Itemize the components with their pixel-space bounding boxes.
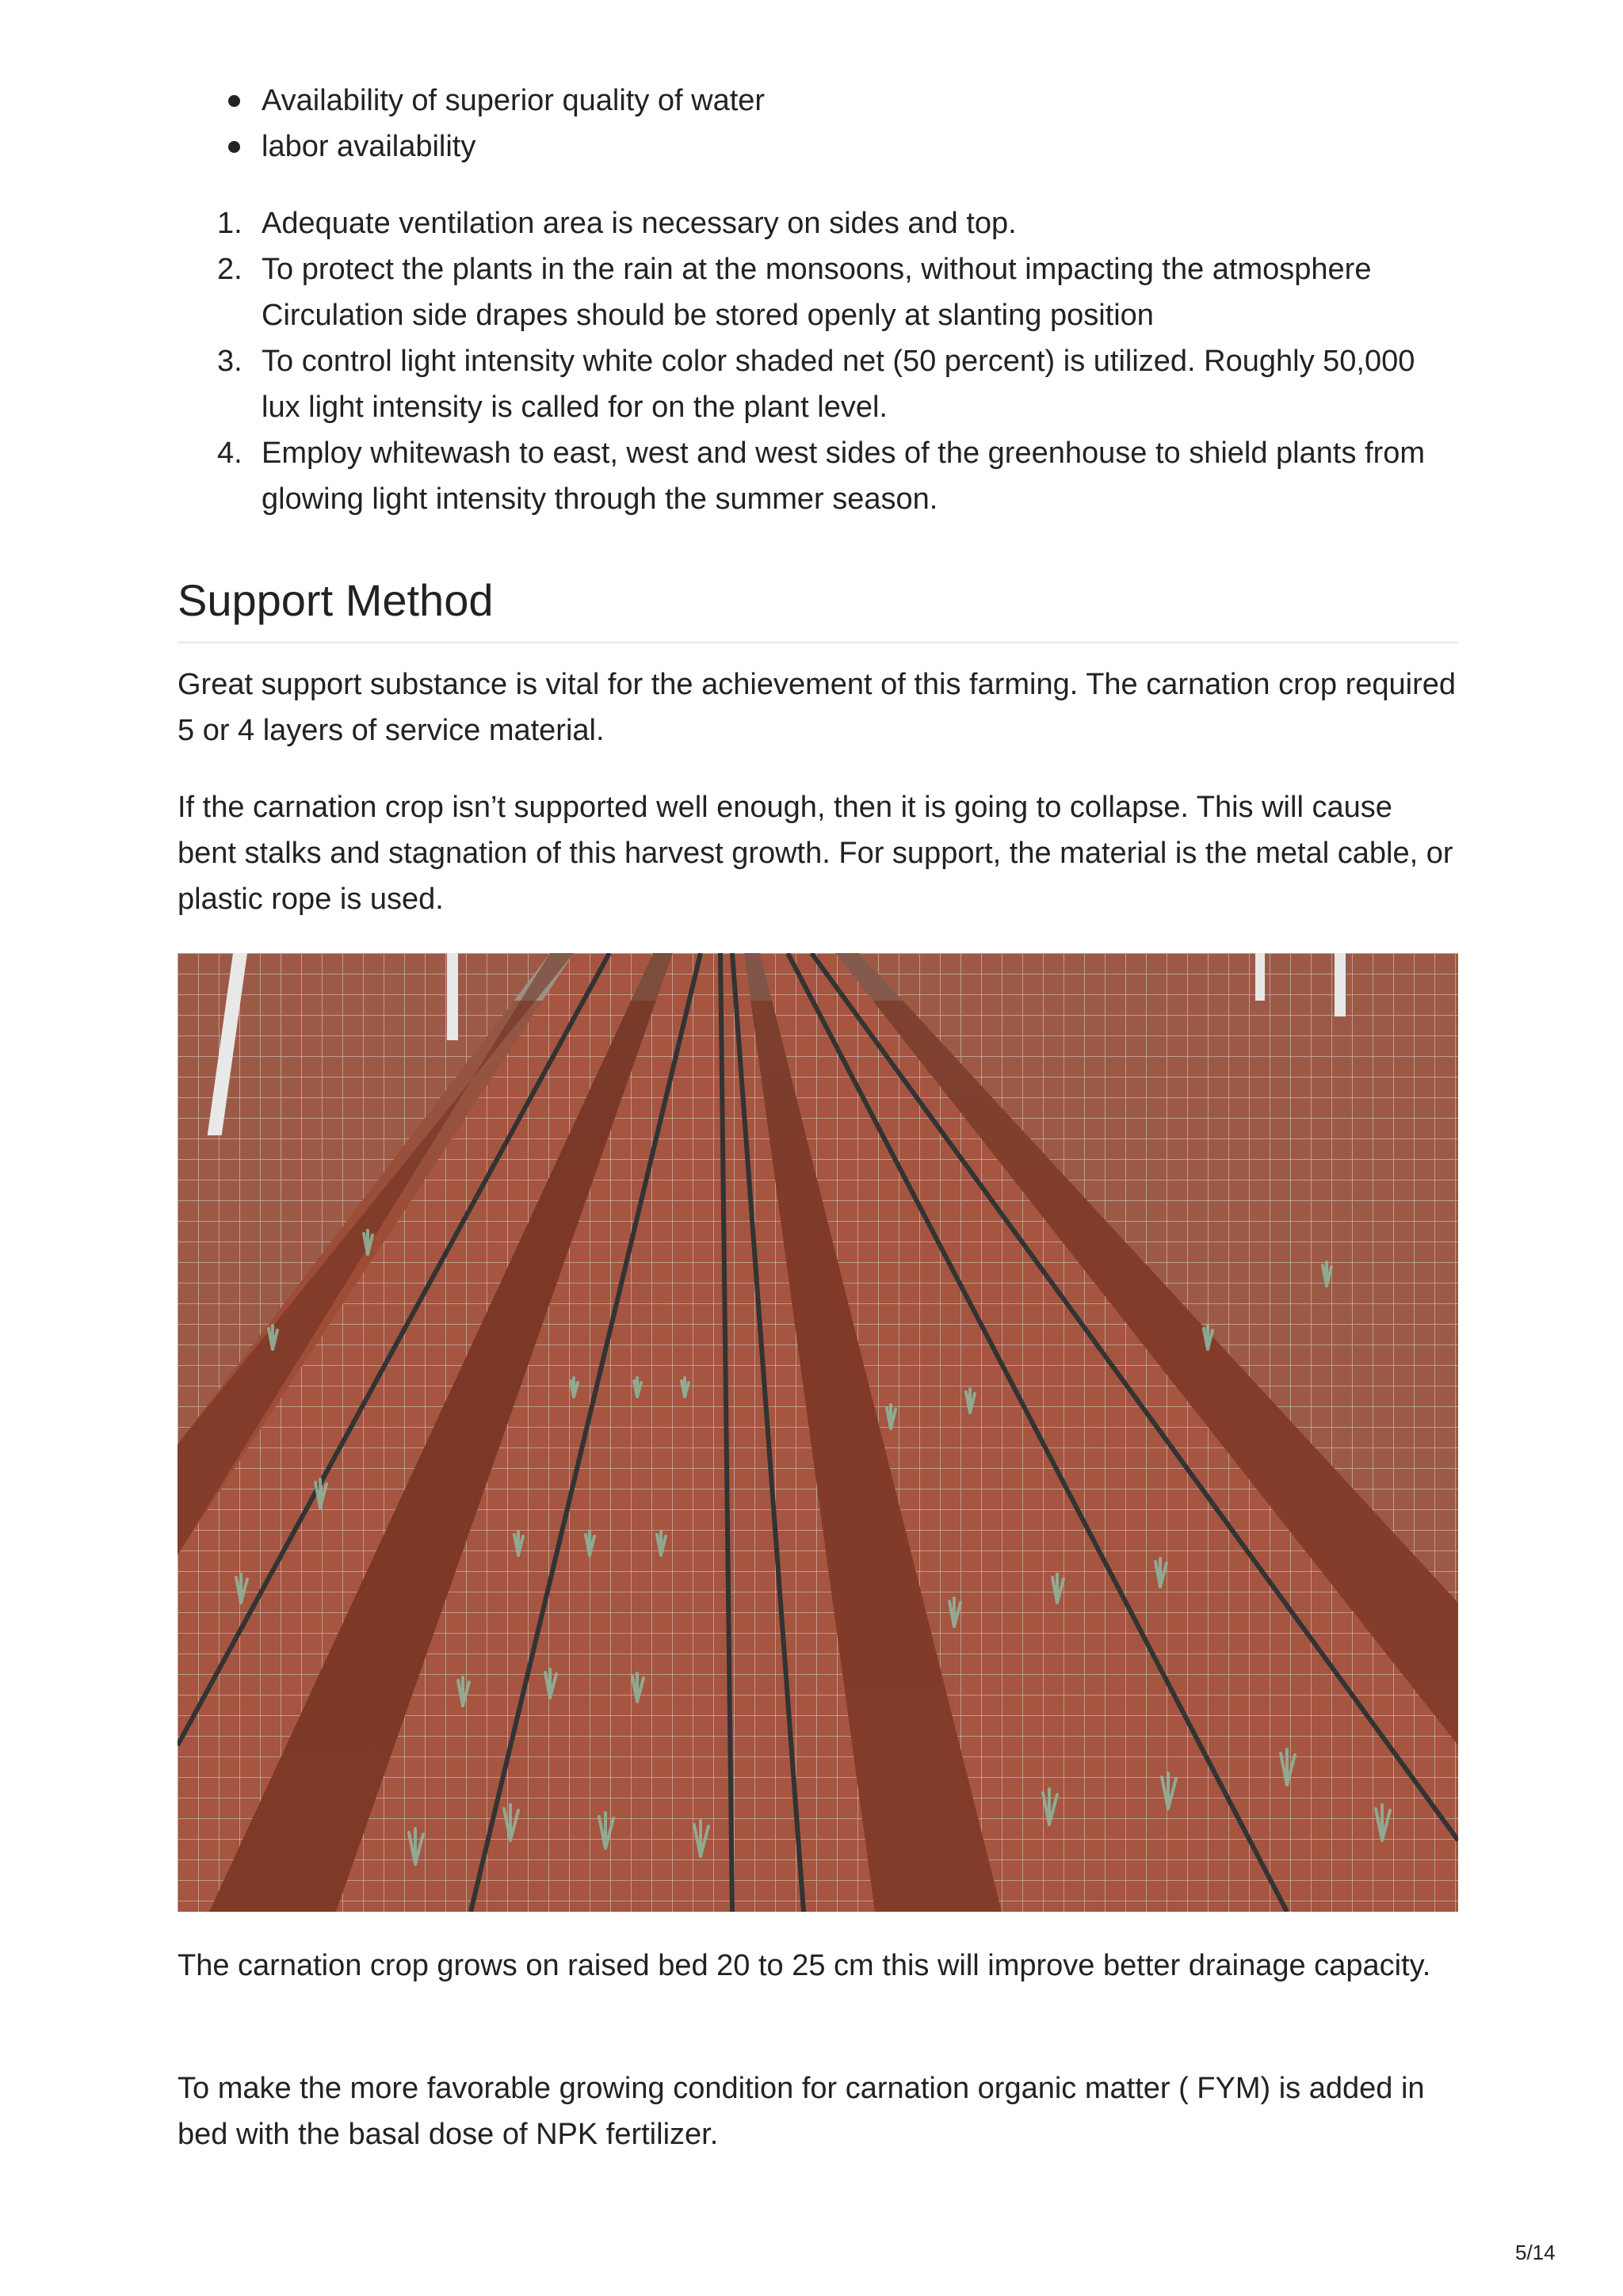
step-item: 2. To protect the plants in the rain at the monsoons, without impacting the atmosphere Circulation side drapes should be stored openly at slanting position xyxy=(217,253,1372,332)
bullet-dot-icon xyxy=(228,95,240,107)
numbered-step-list xyxy=(178,200,1458,522)
step-item: 1. Adequate ventilation area is necessary on sides and top. xyxy=(217,207,1017,240)
paragraph-collapse-warning: If the carnation crop isn’t supported well enough, then it is going to collapse. This will cause bent stalks and stagnation of this harvest growth. For support, the material is the metal cable, or plastic rope is used. xyxy=(178,791,1453,916)
photo-illustration xyxy=(178,953,1458,1912)
paragraph-raised-bed: The carnation crop grows on raised bed 20 to 25 cm this will improve better drainage capacity. xyxy=(178,1949,1431,1982)
step-item: 4. Employ whitewash to east, west and west sides of the greenhouse to shield plants from glowing light intensity through the summer season. xyxy=(217,437,1426,516)
requirement-bullet-list xyxy=(178,78,765,170)
bullet-item: Availability of superior quality of water xyxy=(178,78,765,124)
step-item: 3. To control light intensity white color shaded net (50 percent) is utilized. Roughly 50,000 lux light intensity is called for on the plant level. xyxy=(217,345,1415,424)
paragraph-organic-matter: To make the more favorable growing condition for carnation organic matter ( FYM) is added in bed with the basal dose of NPK fertilizer. xyxy=(178,2072,1425,2151)
page-number: 5/14 xyxy=(1515,2241,1556,2264)
heading-divider xyxy=(178,642,1458,643)
bullet-dot-icon xyxy=(228,141,240,153)
bullet-item: labor availability xyxy=(178,124,765,170)
paragraph-support-intro: Great support substance is vital for the achievement of this farming. The carnation crop required 5 or 4 layers of service material. xyxy=(178,668,1457,747)
carnation-field-photo xyxy=(178,953,1458,1912)
section-heading: Support Method xyxy=(178,575,494,625)
